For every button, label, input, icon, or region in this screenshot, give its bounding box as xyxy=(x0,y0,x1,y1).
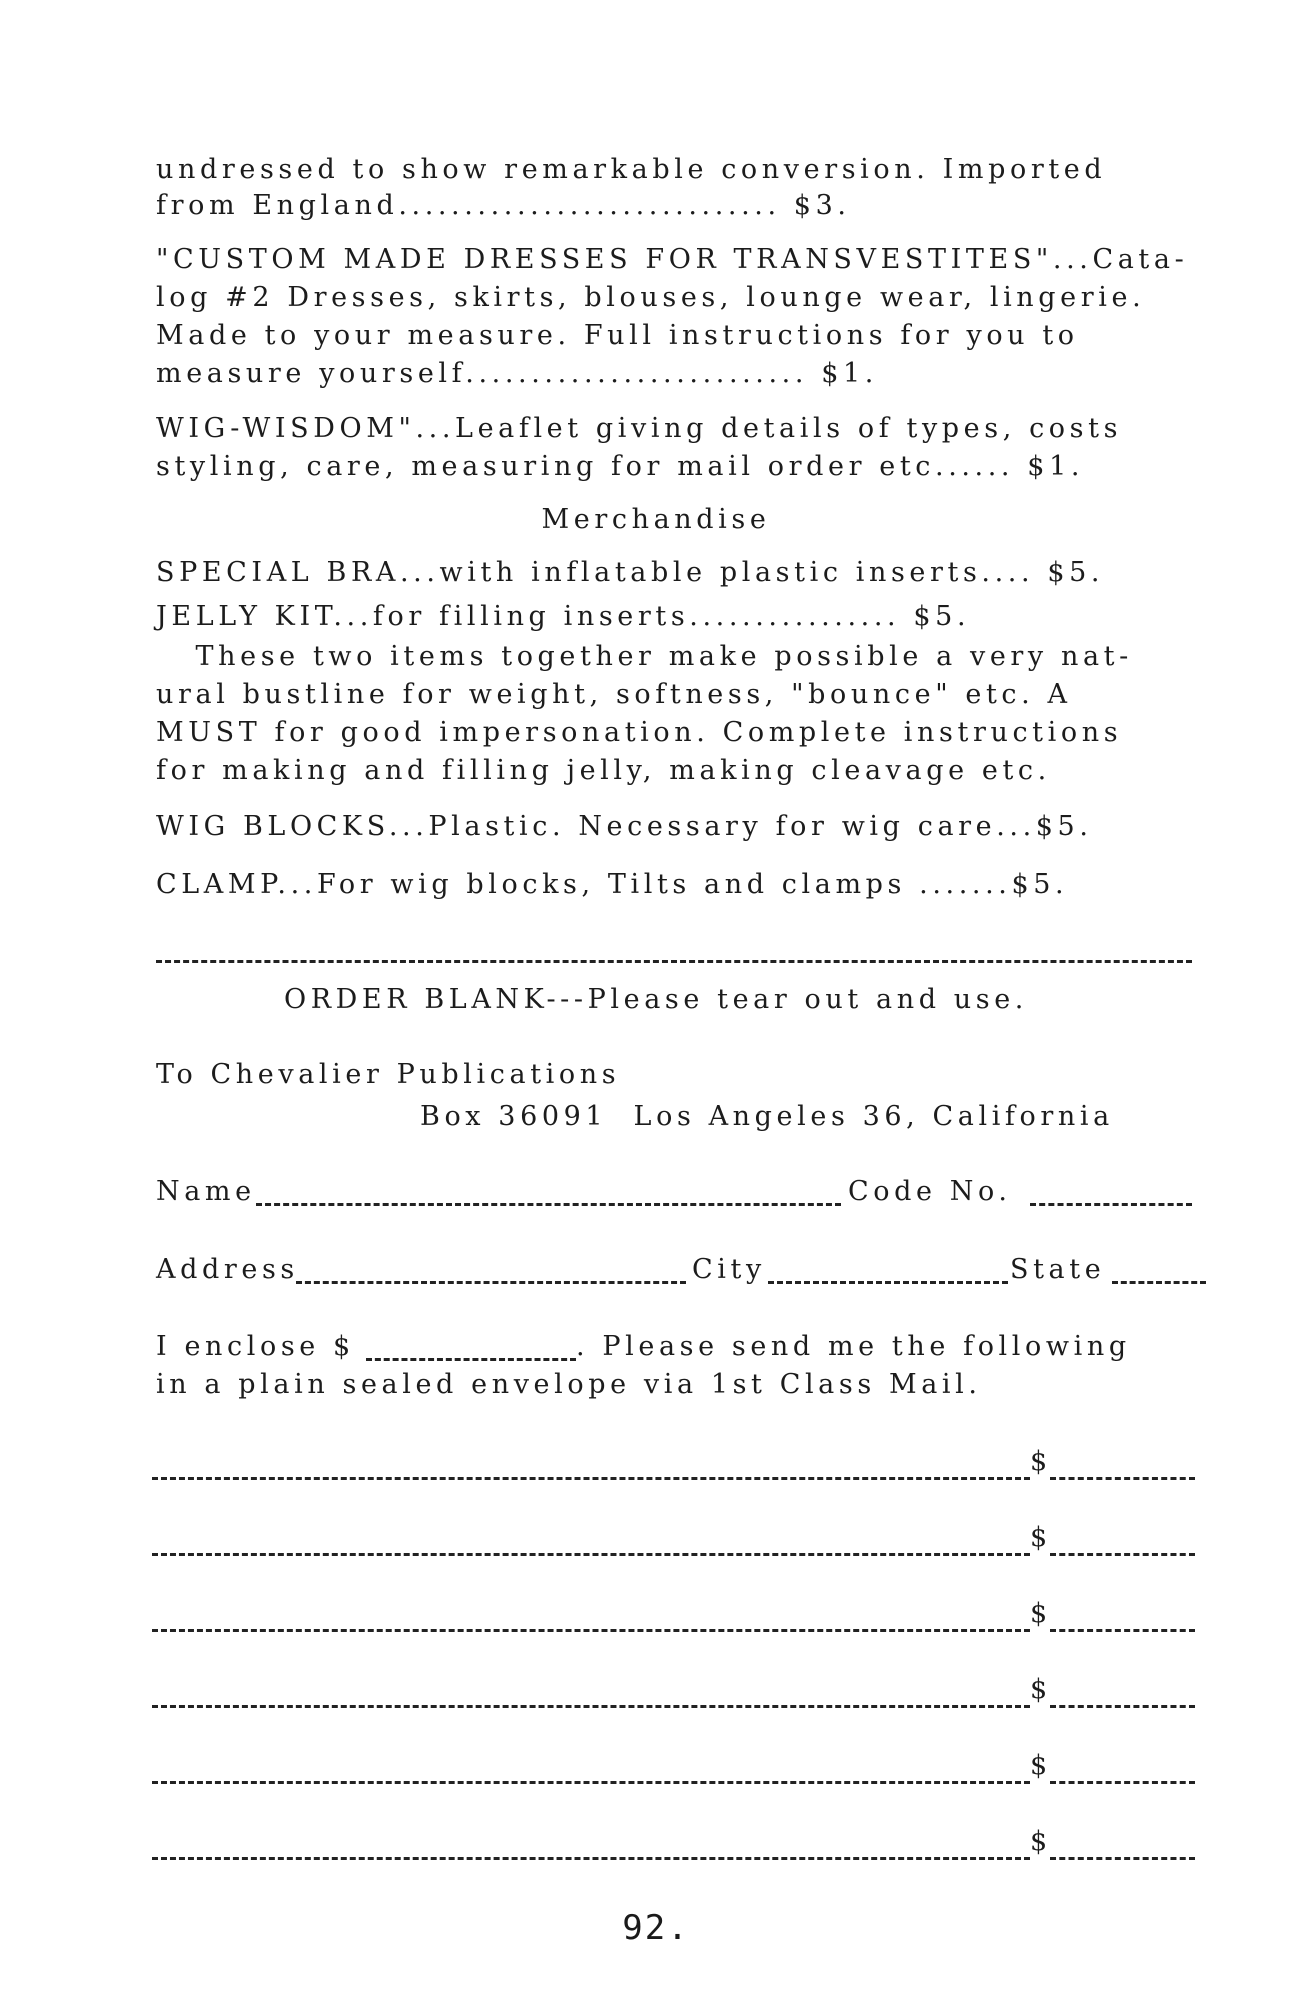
enclose-line-two: in a plain sealed envelope via 1st Class Mail. xyxy=(156,1369,982,1400)
merchandise-line: for making and filling jelly, making cleavage etc. xyxy=(156,755,1051,786)
order-item-field[interactable] xyxy=(152,1477,1030,1480)
address-field[interactable] xyxy=(296,1281,686,1284)
merchandise-line: WIG BLOCKS...Plastic. Necessary for wig care...$5. xyxy=(156,811,1093,842)
order-item-field[interactable] xyxy=(152,1629,1030,1632)
code-number-field[interactable] xyxy=(1030,1203,1192,1206)
dollar-sign: $ xyxy=(1030,1826,1048,1857)
dollar-sign: $ xyxy=(1030,1674,1048,1705)
address-label: Address xyxy=(156,1254,299,1285)
catalog-line: undressed to show remarkable conversion. Imported xyxy=(156,154,1107,185)
dollar-sign: $ xyxy=(1030,1446,1048,1477)
order-item-field[interactable] xyxy=(152,1705,1030,1708)
tear-out-separator xyxy=(156,960,1192,963)
name-field[interactable] xyxy=(256,1203,841,1206)
merchandise-line: CLAMP...For wig blocks, Tilts and clamps .......$5. xyxy=(156,869,1069,900)
catalog-line: measure yourself.......................... $1. xyxy=(156,358,878,389)
order-item-field[interactable] xyxy=(152,1857,1030,1860)
city-label: City xyxy=(692,1254,766,1285)
order-item-amount-field[interactable] xyxy=(1050,1477,1195,1480)
enclose-prefix: I enclose $ xyxy=(156,1331,355,1362)
catalog-line: styling, care, measuring for mail order etc...... $1. xyxy=(156,451,1085,482)
merchandise-line: These two items together make possible a very nat- xyxy=(156,641,1133,672)
recipient-line: To Chevalier Publications xyxy=(156,1059,621,1090)
catalog-line: "CUSTOM MADE DRESSES FOR TRANSVESTITES"...Cata- xyxy=(156,244,1189,275)
state-label: State xyxy=(1010,1254,1106,1285)
page-number: 92. xyxy=(622,1908,690,1948)
catalog-line: log #2 Dresses, skirts, blouses, lounge wear, lingerie. xyxy=(156,282,1146,313)
dollar-sign: $ xyxy=(1030,1522,1048,1553)
order-blank-heading: ORDER BLANK---Please tear out and use. xyxy=(284,984,1028,1015)
catalog-line: Made to your measure. Full instructions for you to xyxy=(156,320,1079,351)
order-item-amount-field[interactable] xyxy=(1050,1705,1195,1708)
order-item-amount-field[interactable] xyxy=(1050,1857,1195,1860)
dollar-sign: $ xyxy=(1030,1598,1048,1629)
code-number-label: Code No. xyxy=(848,1176,1012,1207)
dollar-sign: $ xyxy=(1030,1750,1048,1781)
merchandise-line: SPECIAL BRA...with inflatable plastic inserts.... $5. xyxy=(156,557,1105,588)
catalog-line: from England............................. $3. xyxy=(156,190,851,221)
merchandise-line: JELLY KIT...for filling inserts................ $5. xyxy=(156,601,971,632)
order-item-amount-field[interactable] xyxy=(1050,1553,1195,1556)
name-label: Name xyxy=(156,1176,256,1207)
state-field[interactable] xyxy=(1112,1281,1206,1284)
recipient-address: Box 36091 Los Angeles 36, California xyxy=(420,1101,1114,1132)
order-item-amount-field[interactable] xyxy=(1050,1781,1195,1784)
enclose-suffix: . Please send me the following xyxy=(576,1331,1131,1362)
merchandise-heading: Merchandise xyxy=(541,504,771,535)
enclosed-amount-field[interactable] xyxy=(366,1358,576,1361)
order-item-field[interactable] xyxy=(152,1553,1030,1556)
merchandise-line: ural bustline for weight, softness, "bounce" etc. A xyxy=(156,679,1072,710)
city-field[interactable] xyxy=(768,1281,1008,1284)
merchandise-line: MUST for good impersonation. Complete instructions xyxy=(156,717,1123,748)
catalog-line: WIG-WISDOM"...Leaflet giving details of types, costs xyxy=(156,413,1123,444)
order-item-field[interactable] xyxy=(152,1781,1030,1784)
order-item-amount-field[interactable] xyxy=(1050,1629,1195,1632)
